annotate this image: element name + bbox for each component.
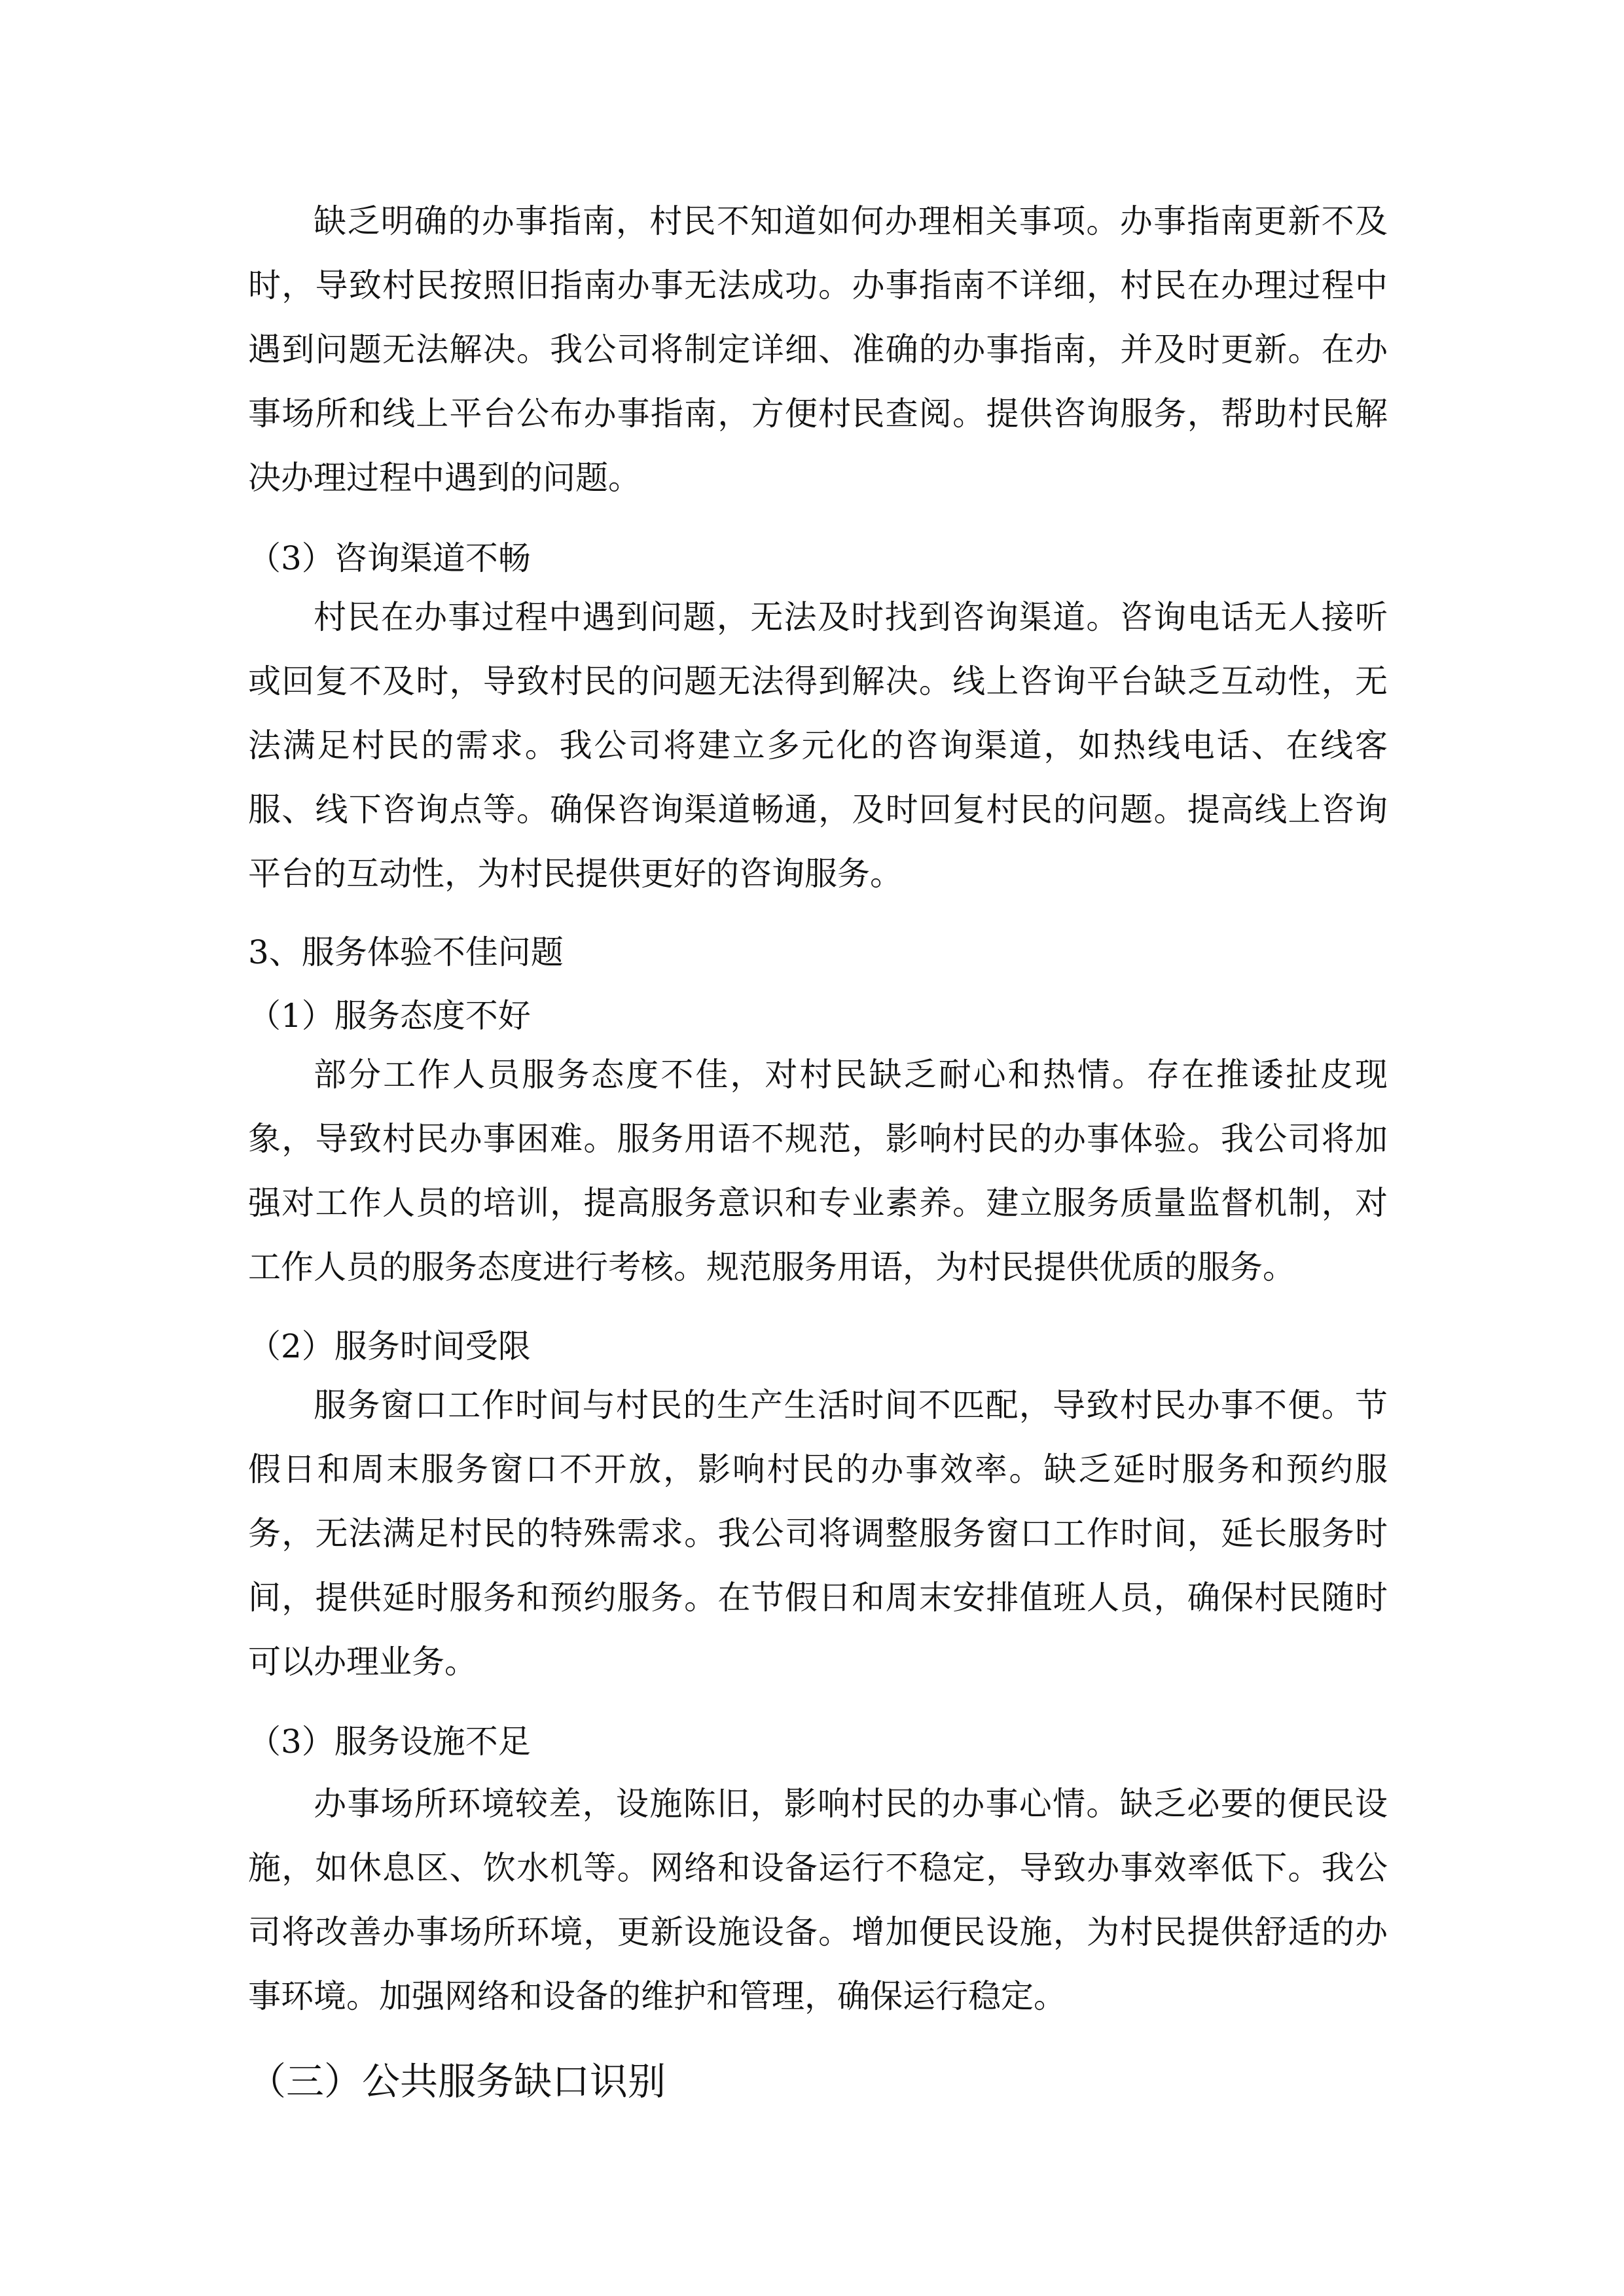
paragraph-line: 遇到问题无法解决。我公司将制定详细、准确的办事指南，并及时更新。在办 <box>248 331 1388 368</box>
paragraph-line: 事场所和线上平台公布办事指南，方便村民查阅。提供咨询服务，帮助村民解 <box>248 395 1388 433</box>
paragraph-line: 办事场所环境较差，设施陈旧，影响村民的办事心情。缺乏必要的便民设 <box>314 1785 1388 1823</box>
paragraph-line: 司将改善办事场所环境，更新设施设备。增加便民设施，为村民提供舒适的办 <box>248 1913 1388 1951</box>
paragraph-line: 平台的互动性，为村民提供更好的咨询服务。 <box>248 855 903 893</box>
paragraph-line: 强对工作人员的培训，提高服务意识和专业素养。建立服务质量监督机制，对 <box>248 1184 1388 1222</box>
paragraph-hours <box>248 1373 1388 1694</box>
subsection-heading-hours <box>248 1314 1388 1378</box>
paragraph-office-guide <box>248 189 1388 510</box>
paragraph-line: 象，导致村民办事困难。服务用语不规范，影响村民的办事体验。我公司将加 <box>248 1120 1388 1158</box>
paragraph-line: 假日和周末服务窗口不开放，影响村民的办事效率。缺乏延时服务和预约服 <box>248 1450 1388 1488</box>
paragraph-facilities <box>248 1772 1388 2028</box>
chapter-heading-block <box>248 2049 1388 2113</box>
paragraph-line: 可以办理业务。 <box>248 1643 477 1681</box>
paragraph-line: 服、线下咨询点等。确保咨询渠道畅通，及时回复村民的问题。提高线上咨询 <box>248 791 1388 829</box>
paragraph-consult <box>248 585 1388 906</box>
paragraph-attitude <box>248 1043 1388 1299</box>
paragraph-line: 工作人员的服务态度进行考核。规范服务用语，为村民提供优质的服务。 <box>248 1248 1295 1286</box>
subsection-heading-attitude <box>248 984 1388 1048</box>
paragraph-line: 或回复不及时，导致村民的问题无法得到解决。线上咨询平台缺乏互动性，无 <box>248 662 1388 700</box>
paragraph-line: 决办理过程中遇到的问题。 <box>248 459 641 497</box>
section-heading: 3、服务体验不佳问题 <box>248 933 564 971</box>
subsection-heading: （2）服务时间受限 <box>248 1327 531 1365</box>
paragraph-line: 务，无法满足村民的特殊需求。我公司将调整服务窗口工作时间，延长服务时 <box>248 1515 1388 1552</box>
subsection-heading: （1）服务态度不好 <box>248 997 531 1035</box>
paragraph-line: 时，导致村民按照旧指南办事无法成功。办事指南不详细，村民在办理过程中 <box>248 266 1388 304</box>
paragraph-line: 部分工作人员服务态度不佳，对村民缺乏耐心和热情。存在推诿扯皮现 <box>314 1056 1388 1094</box>
paragraph-line: 服务窗口工作时间与村民的生产生活时间不匹配，导致村民办事不便。节 <box>314 1386 1388 1424</box>
chapter-heading: （三）公共服务缺口识别 <box>248 2059 666 2104</box>
paragraph-line: 施，如休息区、饮水机等。网络和设备运行不稳定，导致办事效率低下。我公 <box>248 1849 1388 1887</box>
paragraph-line: 法满足村民的需求。我公司将建立多元化的咨询渠道，如热线电话、在线客 <box>248 726 1388 764</box>
paragraph-line: 村民在办事过程中遇到问题，无法及时找到咨询渠道。咨询电话无人接听 <box>314 598 1388 636</box>
paragraph-line: 事环境。加强网络和设备的维护和管理，确保运行稳定。 <box>248 1977 1066 2015</box>
subsection-heading: （3）咨询渠道不畅 <box>248 539 531 577</box>
section-heading-service-experience <box>248 920 1388 984</box>
paragraph-line: 间，提供延时服务和预约服务。在节假日和周末安排值班人员，确保村民随时 <box>248 1579 1388 1617</box>
subsection-heading-facilities <box>248 1710 1388 1774</box>
subsection-heading: （3）服务设施不足 <box>248 1723 531 1761</box>
paragraph-line: 缺乏明确的办事指南，村民不知道如何办理相关事项。办事指南更新不及 <box>314 202 1388 240</box>
subsection-heading-consult <box>248 526 1388 590</box>
